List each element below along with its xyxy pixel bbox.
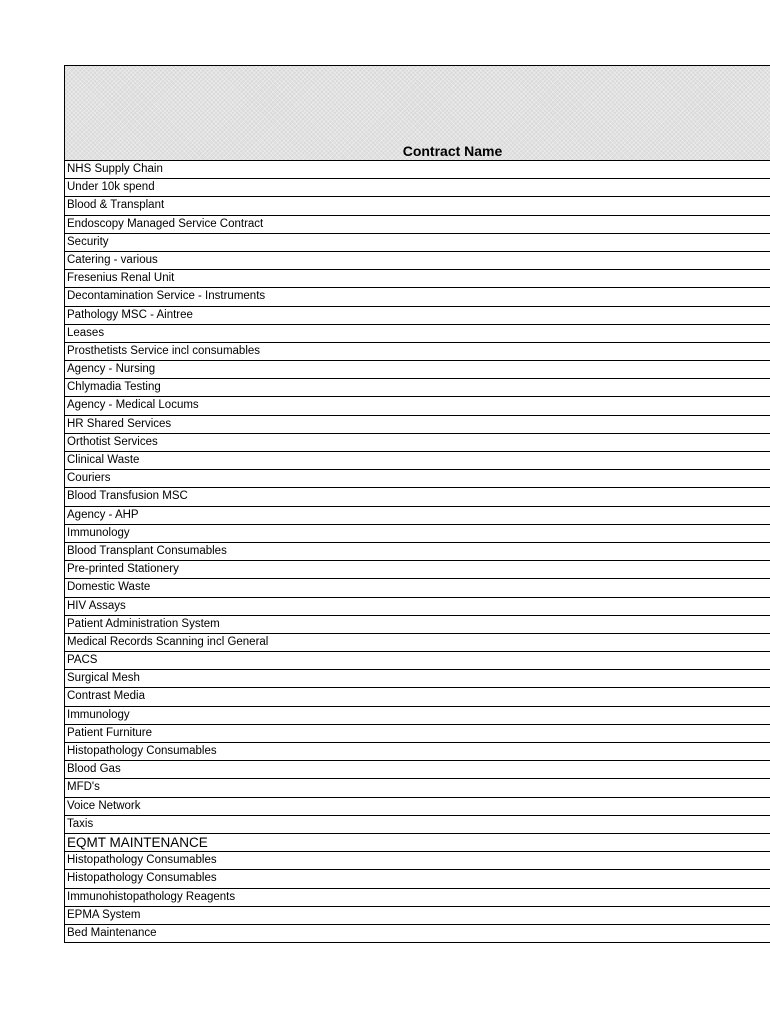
table-row[interactable]: Agency - Nursing: [64, 361, 770, 379]
table-row[interactable]: PACS: [64, 652, 770, 670]
column-header-label: Contract Name: [402, 143, 503, 159]
table-row[interactable]: Decontamination Service - Instruments: [64, 288, 770, 306]
column-header-cell[interactable]: [64, 65, 770, 161]
table-row[interactable]: Patient Administration System: [64, 616, 770, 634]
table-row[interactable]: Surgical Mesh: [64, 670, 770, 688]
table-row[interactable]: Voice Network: [64, 798, 770, 816]
table-row[interactable]: Immunology: [64, 707, 770, 725]
table-row[interactable]: MFD's: [64, 779, 770, 797]
table-row[interactable]: EPMA System: [64, 907, 770, 925]
table-row[interactable]: Agency - Medical Locums: [64, 397, 770, 415]
table-row[interactable]: Domestic Waste: [64, 579, 770, 597]
table-row[interactable]: Under 10k spend: [64, 179, 770, 197]
table-row[interactable]: Blood Transfusion MSC: [64, 488, 770, 506]
table-row[interactable]: Blood Transplant Consumables: [64, 543, 770, 561]
table-row[interactable]: Immunohistopathology Reagents: [64, 889, 770, 907]
table-row[interactable]: NHS Supply Chain: [64, 161, 770, 179]
table-row[interactable]: Patient Furniture: [64, 725, 770, 743]
table-row[interactable]: Chlymadia Testing: [64, 379, 770, 397]
table-row[interactable]: Histopathology Consumables: [64, 743, 770, 761]
contract-table: [64, 65, 770, 943]
table-row[interactable]: Histopathology Consumables: [64, 870, 770, 888]
table-row[interactable]: Taxis: [64, 816, 770, 834]
table-row[interactable]: Agency - AHP: [64, 507, 770, 525]
table-row[interactable]: Contrast Media: [64, 688, 770, 706]
table-row[interactable]: Orthotist Services: [64, 434, 770, 452]
table-row[interactable]: Prosthetists Service incl consumables: [64, 343, 770, 361]
table-row[interactable]: Catering - various: [64, 252, 770, 270]
table-row[interactable]: Blood Gas: [64, 761, 770, 779]
table-row[interactable]: Clinical Waste: [64, 452, 770, 470]
table-row[interactable]: Endoscopy Managed Service Contract: [64, 216, 770, 234]
table-row[interactable]: Couriers: [64, 470, 770, 488]
table-row[interactable]: Bed Maintenance: [64, 925, 770, 943]
table-row[interactable]: Pathology MSC - Aintree: [64, 307, 770, 325]
table-rows: [64, 161, 770, 943]
table-row[interactable]: Histopathology Consumables: [64, 852, 770, 870]
table-row[interactable]: Blood & Transplant: [64, 197, 770, 215]
table-row[interactable]: HIV Assays: [64, 598, 770, 616]
table-row[interactable]: EQMT MAINTENANCE: [64, 834, 770, 852]
table-row[interactable]: Fresenius Renal Unit: [64, 270, 770, 288]
table-row[interactable]: Immunology: [64, 525, 770, 543]
table-row[interactable]: HR Shared Services: [64, 416, 770, 434]
table-row[interactable]: Security: [64, 234, 770, 252]
table-row[interactable]: Leases: [64, 325, 770, 343]
table-row[interactable]: Pre-printed Stationery: [64, 561, 770, 579]
table-row[interactable]: Medical Records Scanning incl General: [64, 634, 770, 652]
